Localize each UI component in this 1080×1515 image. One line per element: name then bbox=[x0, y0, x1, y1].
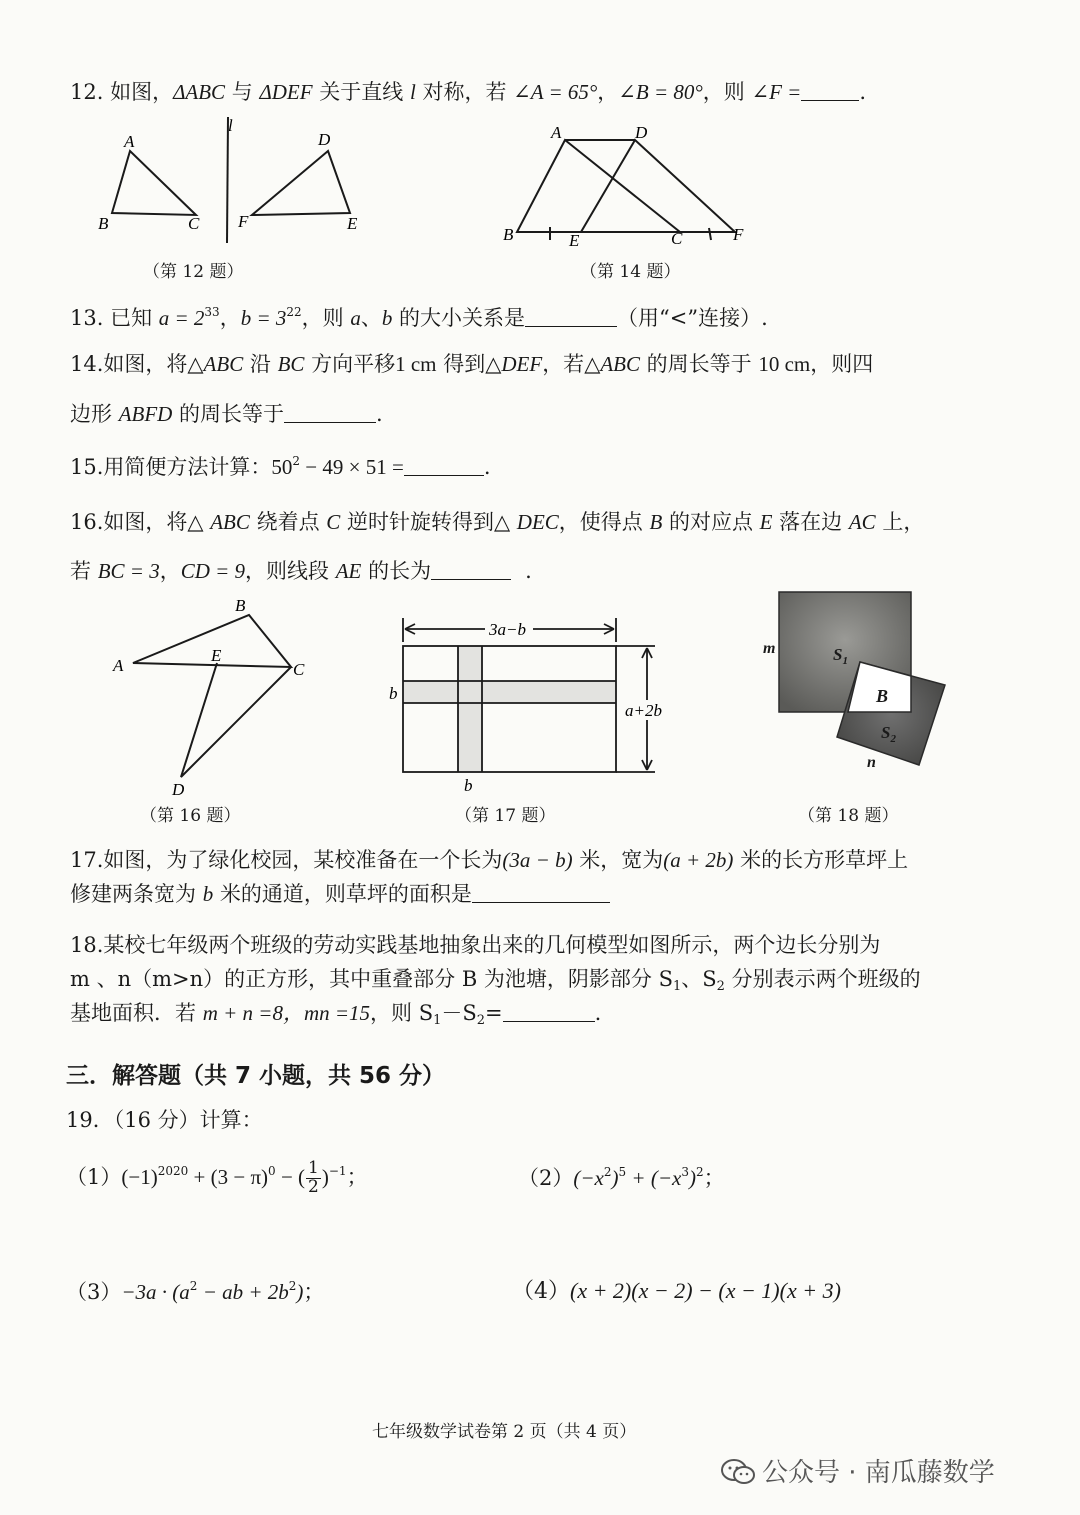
label-C: C bbox=[293, 660, 305, 679]
label-B: B bbox=[235, 596, 246, 615]
label-D: D bbox=[318, 130, 331, 149]
answer-blank[interactable] bbox=[472, 884, 610, 903]
label-B: B bbox=[98, 214, 109, 233]
question-18-line-2: m 、n（m>n）的正方形，其中重叠部分 B 为池塘，阴影部分 $S_1$、$S_2$ 分别表示两个班级的 bbox=[70, 967, 921, 994]
label-m: m bbox=[763, 640, 776, 657]
label-A: A bbox=[124, 132, 135, 151]
caption-12: （第 12 题） bbox=[143, 262, 244, 282]
answer-blank[interactable] bbox=[503, 1003, 595, 1022]
label-B: B bbox=[503, 225, 514, 244]
answer-blank[interactable] bbox=[525, 308, 617, 327]
answer-blank[interactable] bbox=[284, 404, 376, 423]
question-18-line-1: 18.某校七年级两个班级的劳动实践基地抽象出来的几何模型如图所示，两个边长分别为 bbox=[70, 933, 881, 957]
fraction-one-half: $\frac{1}{2}$ bbox=[308, 1158, 319, 1197]
figure-16 bbox=[105, 595, 320, 800]
answer-blank[interactable] bbox=[431, 561, 511, 580]
question-12: 12. 如图，ΔABC 与 ΔDEF 关于直线 l 对称，若 ∠A = 65°，∠B = 80°，则 ∠F = . bbox=[70, 80, 867, 104]
label-l: l bbox=[228, 116, 233, 135]
figure-14 bbox=[495, 120, 755, 255]
label-E: E bbox=[569, 231, 580, 250]
label-width: a+2b bbox=[625, 701, 662, 720]
figure-17 bbox=[385, 612, 685, 797]
label-A: A bbox=[113, 656, 124, 675]
question-19-part-2: $(2)(-x^2)^5 + (-x^3)^2$； bbox=[518, 1165, 725, 1190]
label-D: D bbox=[635, 123, 648, 142]
caption-18: （第 18 题） bbox=[798, 806, 899, 826]
page-footer: 七年级数学试卷第 2 页（共 4 页） bbox=[372, 1422, 637, 1442]
label-length: 3a−b bbox=[489, 620, 526, 639]
question-19-title: 19．（16 分）计算： bbox=[66, 1108, 263, 1132]
label-A: A bbox=[551, 123, 562, 142]
question-17-line-2: 修建两条宽为 b 米的通道，则草坪的面积是 bbox=[70, 882, 610, 907]
label-s1: $S_1$ bbox=[833, 645, 848, 667]
section-3-heading: 三．解答题（共 7 小题，共 56 分） bbox=[66, 1063, 446, 1089]
question-19-part-1: $(1)(-1)^{2020} + (3 - \pi)^0$ − ( $\frac{1}{2}$ )$^{-1}$； bbox=[66, 1158, 368, 1197]
question-19-part-3: $(3)-3a \cdot (a^2$ − ab + $2b^2$)； bbox=[66, 1279, 325, 1304]
question-13: 13. 已知 $a = 2^{33}$，$b = 3^{22}$，则 a、b 的大小关系是 （用“<”连接）. bbox=[70, 305, 768, 330]
question-17-line-1: 17.如图，为了绿化校园，某校准备在一个长为(3a − b) 米，宽为(a + 2b) 米的长方形草坪上 bbox=[70, 848, 909, 872]
label-path-b-vertical: b bbox=[464, 776, 473, 795]
label-pond-b: B bbox=[876, 686, 889, 706]
question-14-line-2: 边形 ABFD 的周长等于 . bbox=[70, 402, 383, 426]
label-F: F bbox=[238, 212, 249, 231]
question-19-part-4: （4）(x + 2)(x − 2) − (x − 1)(x + 3) bbox=[512, 1278, 841, 1304]
question-18-line-3: 基地面积．若 m + n =8，mn =15，则 $S_1-S_2=$ . bbox=[70, 1001, 602, 1028]
label-E: E bbox=[211, 646, 222, 665]
question-14-line-1: 14.如图，将△ABC 沿 BC 方向平移1 cm 得到△DEF，若△ABC 的周长等于 10 cm，则四 bbox=[70, 352, 874, 376]
caption-14: （第 14 题） bbox=[580, 262, 681, 282]
label-n: n bbox=[867, 754, 876, 771]
wechat-icon bbox=[720, 1457, 756, 1487]
question-15: 15.用简便方法计算：$50^2 - 49 \times 51$ = . bbox=[70, 454, 491, 479]
label-C: C bbox=[671, 229, 683, 248]
label-F: F bbox=[733, 225, 744, 244]
label-C: C bbox=[188, 214, 200, 233]
question-16-line-2: 若 BC = 3，CD = 9，则线段 AE 的长为 . bbox=[70, 559, 532, 583]
watermark: 公众号 · 南瓜藤数学 bbox=[720, 1452, 995, 1489]
answer-blank[interactable] bbox=[404, 457, 484, 476]
figure-12 bbox=[90, 115, 380, 245]
label-D: D bbox=[172, 780, 185, 799]
caption-16: （第 16 题） bbox=[140, 806, 241, 826]
answer-blank[interactable] bbox=[801, 82, 859, 101]
caption-17: （第 17 题） bbox=[455, 806, 556, 826]
label-s2: $S_2$ bbox=[881, 723, 896, 745]
figure-18 bbox=[755, 585, 955, 780]
label-path-b-horizontal: b bbox=[389, 684, 398, 703]
question-16-line-1: 16.如图，将△ ABC 绕着点 C 逆时针旋转得到△ DEC，使得点 B 的对应点 E 落在边 AC 上， bbox=[70, 510, 925, 534]
label-E: E bbox=[347, 214, 358, 233]
